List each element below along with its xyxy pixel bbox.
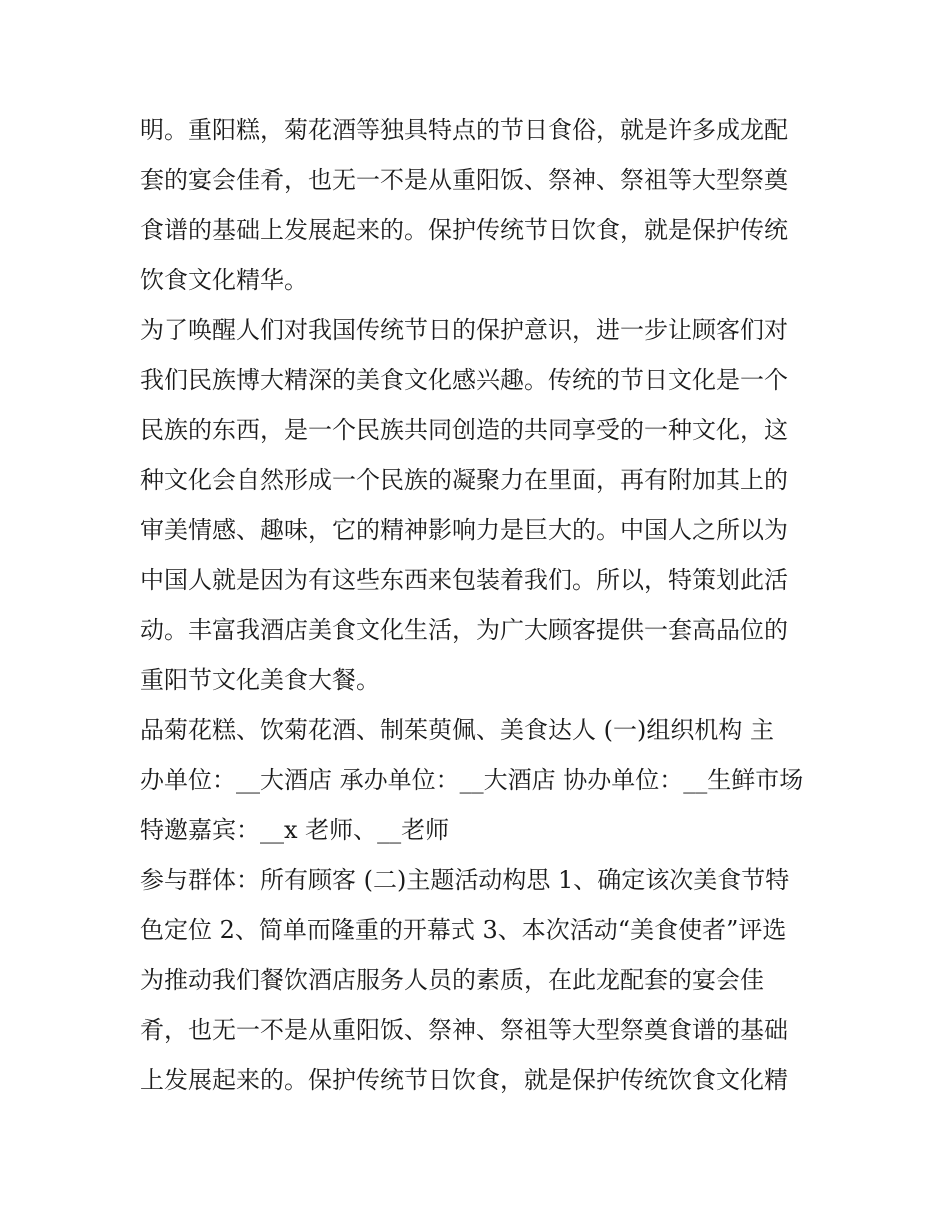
text-line: 动。丰富我酒店美食文化生活，为广大顾客提供一套高品位的 [140, 616, 788, 644]
text-line: 肴，也无一不是从重阳饭、祭神、祭祖等大型祭奠食谱的基础 [140, 1016, 788, 1044]
text-line: 审美情感、趣味，它的精神影响力是巨大的。中国人之所以为 [140, 516, 788, 544]
text-line: 特邀嘉宾：__x 老师、__老师 [140, 816, 450, 844]
text-line: 办单位：__大酒店 承办单位：__大酒店 协办单位：__生鲜市场 [140, 766, 804, 794]
text-line: 民族的东西，是一个民族共同创造的共同享受的一种文化，这 [140, 416, 788, 444]
text-line: 食谱的基础上发展起来的。保护传统节日饮食，就是保护传统 [140, 216, 788, 244]
body-text [140, 105, 820, 1105]
text-line: 上发展起来的。保护传统节日饮食，就是保护传统饮食文化精 [140, 1066, 788, 1094]
text-line: 为了唤醒人们对我国传统节日的保护意识，进一步让顾客们对 [140, 316, 788, 344]
text-line: 我们民族博大精深的美食文化感兴趣。传统的节日文化是一个 [140, 366, 788, 394]
text-line: 饮食文化精华。 [140, 266, 308, 294]
text-line: 重阳节文化美食大餐。 [140, 666, 380, 694]
text-line: 种文化会自然形成一个民族的凝聚力在里面，再有附加其上的 [140, 466, 788, 494]
text-line: 品菊花糕、饮菊花酒、制茱萸佩、美食达人 (一)组织机构 主 [140, 716, 774, 744]
text-line: 中国人就是因为有这些东西来包装着我们。所以，特策划此活 [140, 566, 788, 594]
text-line: 为推动我们餐饮酒店服务人员的素质，在此龙配套的宴会佳 [140, 966, 764, 994]
text-line: 套的宴会佳肴，也无一不是从重阳饭、祭神、祭祖等大型祭奠 [140, 166, 788, 194]
text-line: 参与群体：所有顾客 (二)主题活动构思 1、确定该次美食节特 [140, 866, 790, 894]
text-line: 明。重阳糕，菊花酒等独具特点的节日食俗，就是许多成龙配 [140, 116, 788, 144]
text-line: 色定位 2、简单而隆重的开幕式 3、本次活动“美食使者”评选 [140, 916, 787, 944]
